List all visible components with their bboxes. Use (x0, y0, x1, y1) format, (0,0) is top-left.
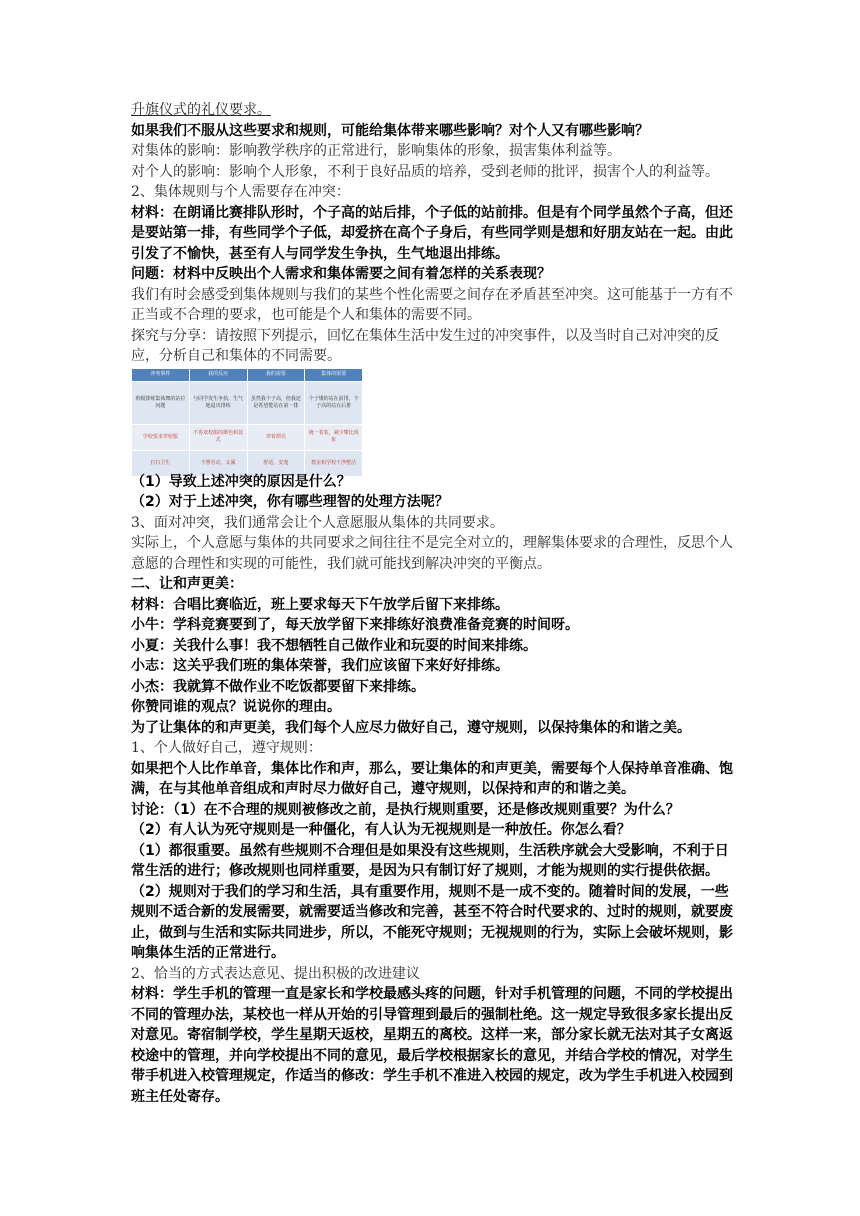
table-cell: 个子矮的站在前排，个子高的站在后排 (305, 381, 363, 424)
question-line: 问题：材料中反映出个人需求和集体需要之间有着怎样的关系表现？ (131, 266, 551, 282)
table-cell: 学校要求穿校服 (132, 424, 190, 450)
table-cell: 打扫卫生 (132, 450, 190, 476)
section-heading: 1、个人做好自己，遵守规则： (131, 740, 322, 756)
table-cell: 与同学发生争执，生气地退出排练 (189, 381, 247, 424)
question-line: （1）导致上述冲突的原因是什么？ (131, 473, 351, 490)
dialogue-line: 小志：这关乎我们班的集体荣誉，我们应该留下来好好排练。 (131, 658, 509, 674)
conflict-table-image (131, 368, 363, 469)
text-line: 对个人的影响：影响个人形象，不利于良好品质的培养，受到老师的批评，损害个人的利益等。 (131, 163, 719, 180)
text-line: 升旗仪式的礼仪要求。 (131, 102, 271, 118)
table-cell: 穿着漂亮 (247, 424, 305, 450)
text-line: 如果把个人比作单音，集体比作和声，那么，要让集体的和声更美，需要每个人保持单音准确、饱满，在与其他单音组成和声时尽力做好自己，遵守规则，以保持和声的和谐之美。 (131, 760, 733, 797)
table-header-cell: 我的反应 (189, 368, 247, 381)
answer-paragraph: （2）规则对于我们的学习和生活，具有重要作用，规则不是一成不变的。随着时间的发展，一些规则不适合新的发展需要，就需要适当修改和完善，甚至不符合时代要求的、过时的规则，就要废止，做到与生活和实际共同进步，所以，不能死守规则；无视规则的行为，实际上会破坏规则，影响集体生活的正常进行。 (131, 883, 733, 961)
dialogue-line: 小杰：我就算不做作业不吃饭都要留下来排练。 (131, 678, 425, 695)
dialogue-line: 小夏：关我什么事！我不想牺牲自己做作业和玩耍的时间来排练。 (131, 637, 537, 654)
table-cell: 舒适，安逸 (247, 450, 305, 476)
text-line: 实际上，个人意愿与集体的共同要求之间往往不是完全对立的，理解集体要求的合理性，反思个人意愿的合理性和实现的可能性，我们就可能找到解决冲突的平衡点。 (131, 535, 733, 572)
text-line: 对集体的影响：影响教学秩序的正常进行，影响集体的形象，损害集体利益等。 (131, 143, 621, 159)
table-cell: 不喜欢校服的颜色和款式 (189, 424, 247, 450)
text-block-bottom (131, 472, 733, 1108)
conflict-table (131, 368, 363, 477)
table-header-cell: 冲突事件 (132, 368, 190, 381)
question-line: 如果我们不服从这些要求和规则，可能给集体带来哪些影响？对个人又有哪些影响？ (131, 122, 649, 139)
text-block-top (131, 100, 733, 367)
table-row (132, 424, 363, 450)
question-line: （2）对于上述冲突，你有哪些理智的处理方法呢？ (131, 494, 449, 510)
answer-paragraph: （1）都很重要。虽然有些规则不合理但是如果没有这些规则，生活秩序就会大受影响，不利于日常生活的进行；修改规则也同样重要，是因为只有制订好了规则，才能为规则的实行提供依据。 (131, 842, 729, 879)
text-line: 探究与分享：请按照下列提示，回忆在集体生活中发生过的冲突事件，以及当时自己对冲突的反应，分析自己和集体的不同需要。 (131, 327, 719, 364)
table-row (132, 381, 363, 424)
table-cell: 教室和学校干净整洁 (305, 450, 363, 476)
section-heading: 3、面对冲突，我们通常会让个人意愿服从集体的共同要求。 (131, 514, 504, 531)
discussion-line: 讨论：（1）在不合理的规则被修改之前，是执行规则重要，还是修改规则重要？为什么？ (131, 801, 680, 818)
table-header-cell: 我的需要 (247, 368, 305, 381)
section-heading: 2、恰当的方式表达意见、提出积极的改进建议 (131, 965, 420, 982)
table-cell: 班级排练集体舞的站位问题 (132, 381, 190, 424)
dialogue-line: 小牛：学科竞赛要到了，每天放学留下来排练好浪费准备竞赛的时间呀。 (131, 617, 579, 633)
material-paragraph: 材料：学生手机的管理一直是家长和学校最感头疼的问题，针对手机管理的问题，不同的学校提出不同的管理办法，某校也一样从开始的引导管理到最后的强制杜绝。这一规定导致很多家长提出反对意见。寄宿制学校，学生星期天返校，星期五的离校。这样一来，部分家长就无法对其子女离返校途中的管理，并向学校提出不同的意见，最后学校根据家长的意见，并结合学校的情况，对学生带手机进入校管理规定，作适当的修改：学生手机不准进入校园的规定，改为学生手机进入校园到班主任处寄存。 (131, 986, 733, 1105)
table-header-row (132, 368, 363, 381)
material-paragraph: 材料：在朗诵比赛排队形时，个子高的站后排，个子低的站前排。但是有个同学虽然个子高，但还是要站第一排，有些同学个子低，却爱挤在高个子身后，有些同学则是想和好朋友站在一起。由此引发了不愉快，甚至有人与同学发生争执，生气地退出排练。 (131, 204, 733, 262)
section-heading: 2、集体规则与个人需要存在冲突： (131, 184, 350, 200)
material-line: 材料：合唱比赛临近，班上要求每天下午放学后留下来排练。 (131, 596, 509, 613)
table-cell: 虽然我个子高，但我还是希望能站在第一排 (247, 381, 305, 424)
table-cell: 不想劳动，太累 (189, 450, 247, 476)
text-line: 我们有时会感受到集体规则与我们的某些个性化需要之间存在矛盾甚至冲突。这可能基于一方有不正当或不合理的要求，也可能是个人和集体的需要不同。 (131, 286, 733, 323)
discussion-line: （2）有人认为死守规则是一种僵化，有人认为无视规则是一种放任。你怎么看？ (131, 822, 631, 838)
table-header-cell: 集体的需要 (305, 368, 363, 381)
table-cell: 统一着装，减少攀比现象 (305, 424, 363, 450)
text-line: 为了让集体的和声更美，我们每个人应尽力做好自己，遵守规则，以保持集体的和谐之美。 (131, 719, 691, 736)
document-page (131, 100, 733, 1107)
question-line: 你赞同谁的观点？说说你的理由。 (131, 699, 341, 715)
section-heading: 二、让和声更美： (131, 576, 243, 592)
